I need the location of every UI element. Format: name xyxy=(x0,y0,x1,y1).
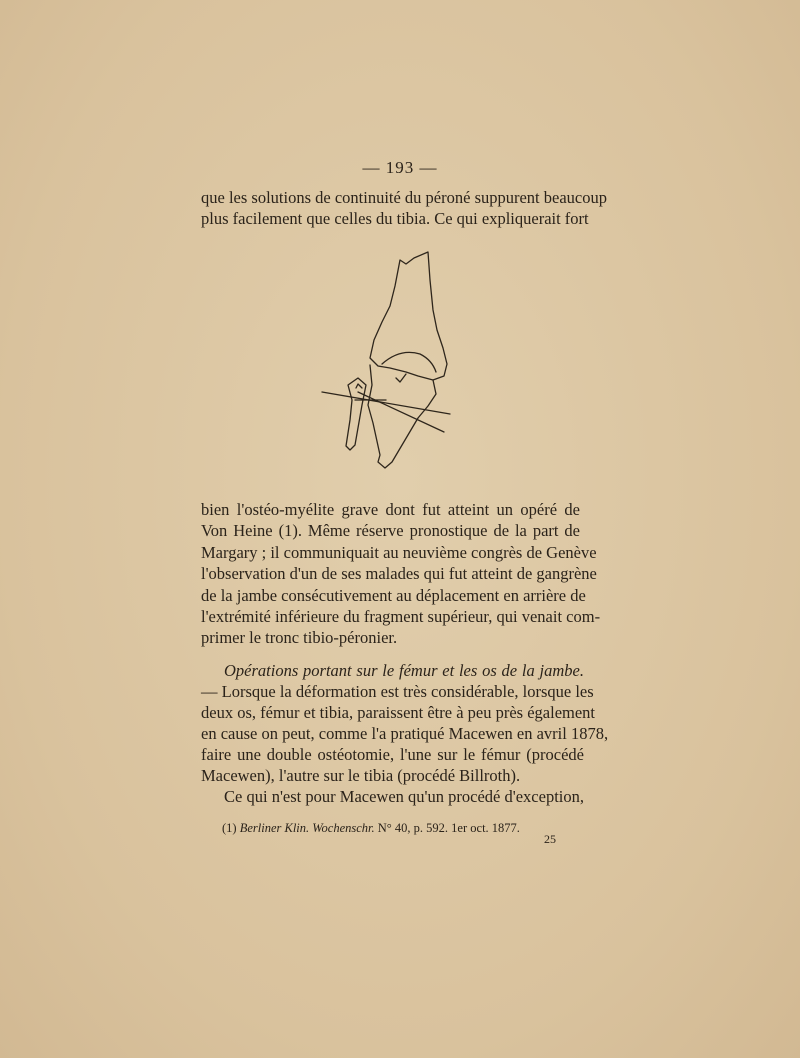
body-text-line: Ce qui n'est pour Macewen qu'un procédé d'exception, xyxy=(224,787,584,806)
body-text-line: faire une double ostéotomie, l'une sur le fémur (procédé xyxy=(201,745,584,764)
femur-outline xyxy=(370,252,447,380)
fibula-outline xyxy=(346,378,366,450)
tibia-outline xyxy=(368,365,436,468)
tibia-inner-line xyxy=(396,374,406,382)
page-number: — 193 — xyxy=(362,158,438,177)
body-text-line: bien l'ostéo-myélite grave dont fut atteint un opéré de xyxy=(201,500,580,519)
body-text-line: Macewen), l'autre sur le tibia (procédé Billroth). xyxy=(201,766,521,785)
body-text-line: primer le tronc tibio-péronier. xyxy=(201,628,398,647)
footnote-marker: (1) xyxy=(222,821,237,835)
footnote-journal: Berliner Klin. Wochenschr. xyxy=(239,821,375,835)
body-text-line: plus facilement que celles du tibia. Ce qui expliquerait fort xyxy=(201,209,589,228)
osteotomy-line xyxy=(322,392,450,414)
body-text-line: Margary ; il communiquait au neuvième congrès de Genève xyxy=(201,543,597,562)
body-text-line: que les solutions de continuité du péroné suppurent beaucoup xyxy=(201,188,607,207)
body-text-line: de la jambe consécutivement au déplacement en arrière de xyxy=(201,586,586,605)
section-heading: Opérations portant sur le fémur et les os de la jambe. xyxy=(224,661,584,680)
knee-osteotomy-figure xyxy=(300,240,470,480)
body-text-line: l'extrémité inférieure du fragment supérieur, qui venait com- xyxy=(201,607,601,626)
footnote xyxy=(222,818,520,838)
body-text-line: l'observation d'un de ses malades qui fut atteint de gangrène xyxy=(201,564,597,583)
fibula-notch xyxy=(356,384,362,388)
signature-mark: 25 xyxy=(544,832,556,846)
femur-condyle-line xyxy=(382,352,436,372)
body-text-line: en cause on peut, comme l'a pratiqué Macewen en avril 1878, xyxy=(201,724,609,743)
osteotomy-line xyxy=(358,392,444,432)
body-text-line: Von Heine (1). Même réserve pronostique de la part de xyxy=(201,521,580,540)
body-text-line: deux os, fémur et tibia, paraissent être à peu près également xyxy=(201,703,596,722)
body-text-line: — Lorsque la déformation est très considérable, lorsque les xyxy=(201,682,594,701)
footnote-reference: N° 40, p. 592. 1er oct. 1877. xyxy=(377,821,520,835)
